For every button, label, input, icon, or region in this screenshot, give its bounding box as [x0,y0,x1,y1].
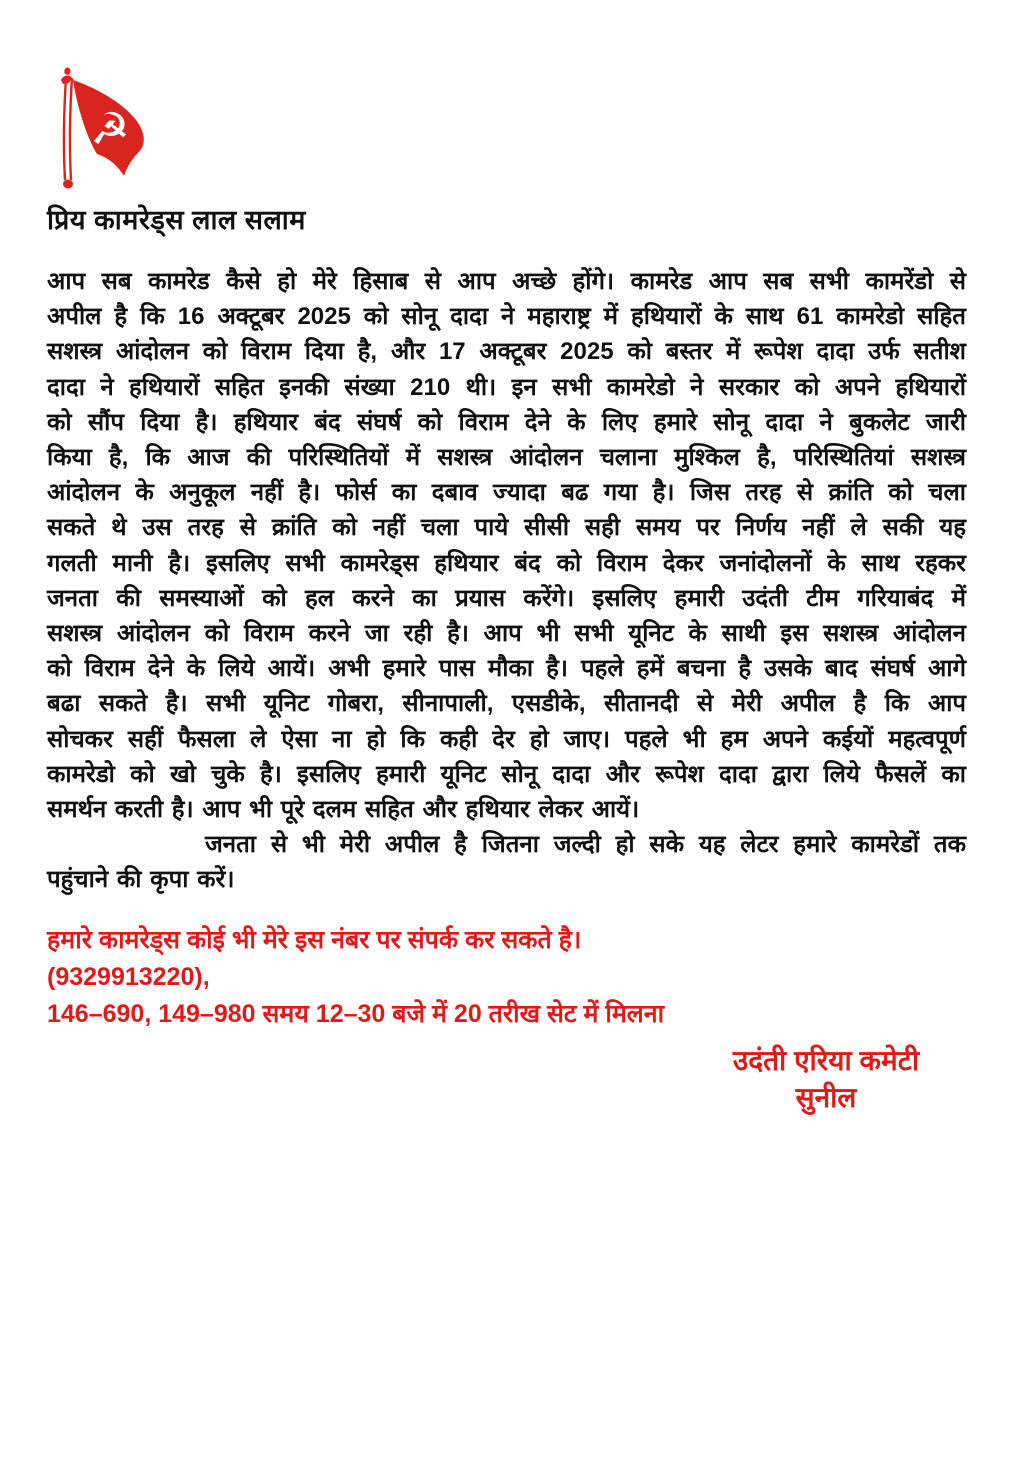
signature-name: सुनील [795,1082,857,1113]
body-line: आंदोलन के अनुकूल नहीं है। फोर्स का दबाव ज्यादा बढ गया है। जिस तरह से क्रांति को चला [47,479,966,507]
body-line: समर्थन करती है। आप भी पूरे दलम सहित और हथियार लेकर आयें। [47,796,640,824]
body-line: दादा ने हथियारों सहित इनकी संख्या 210 थी। इन सभी कामरेडो ने सरकार को अपने हथियारों [47,373,966,401]
body-line: को विराम देने के लिये आयें। अभी हमारे पास मौका है। पहले हमें बचना है उसके बाद संघर्ष आगे [47,655,966,683]
contact-line: 146–690, 149–980 समय 12–30 बजे में 20 तरीख सेट में मिलना [47,1000,665,1028]
hammer-sickle-flag-icon [48,64,166,190]
body-line: आप सब कामरेड कैसे हो मेरे हिसाब से आप अच्छे होंगे। कामरेड आप सब सभी कामरेंडो से [47,268,966,295]
body-line: पहुंचाने की कृपा करें। [47,866,235,894]
contact-lines [47,922,966,1033]
flag-svg [48,64,166,190]
body-line: सशस्त्र आंदोलन को विराम दिया है, और 17 अक्टूबर 2025 को बस्तर में रूपेश दादा उर्फ सतीश [47,338,966,366]
letter-body [47,264,966,898]
paragraph-2 [47,827,966,897]
signature-committee: उदंती एरिया कमेटी [732,1045,920,1076]
contact-line: हमारे कामरेड्स कोई भी मेरे इस नंबर पर संपर्क कर सकते है। [47,926,582,954]
salutation: प्रिय कामरेड्स लाल सलाम [47,205,306,235]
body-line: सशस्त्र आंदोलन को विराम करने जा रही है। आप भी सभी यूनिट के साथी इस सशस्त्र आंदोलन [47,620,966,648]
body-line: कामरेडो को खो चुके है। इसलिए हमारी यूनिट सोनू दादा और रूपेश दादा द्वारा लिये फैसलें का [47,760,966,788]
body-line: अपील है कि 16 अक्टूबर 2025 को सोनू दादा ने महाराष्ट्र में हथियारों के साथ 61 कामरेडो सहित [47,303,966,331]
body-line: जनता की समस्याओं को हल करने का प्रयास करेंगे। इसलिए हमारी उदंती टीम गरियाबंद में [47,584,966,612]
body-line: को सौंप दिया है। हथियार बंद संघर्ष को विराम देने के लिए हमारे सोनू दादा ने बुकलेट जारी [47,408,966,436]
body-line: जनता से भी मेरी अपील है जितना जल्दी हो सके यह लेटर हमारे कामरेडों तक [205,831,966,859]
body-line: सोचकर सहीं फैसला ले ऐसा ना हो कि कही देर हो जाए। पहले भी हम अपने कईयों महत्वपूर्ण [47,725,966,753]
signature-block [712,1042,940,1116]
body-line: सकते थे उस तरह से क्रांति को नहीं चला पाये सीसी सही समय पर निर्णय नहीं ले सकी यह [47,514,966,542]
body-line: गलती मानी है। इसलिए सभी कामरेड्स हथियार बंद को विराम देकर जनांदोलनों के साथ रहकर [47,549,966,577]
body-line: बढा सकते है। सभी यूनिट गोबरा, सीनापाली, एसडीके, सीतानदी से मेरी अपील है कि आप [47,690,966,718]
paragraph-1 [47,264,966,827]
contact-block [47,922,966,1033]
hammer-sickle-glyph: ☭ [90,104,130,155]
body-line: किया है, कि आज की परिस्थितियों में सशस्त्र आंदोलन चलाना मुश्किल है, परिस्थितियां सशस्त्र [47,444,966,472]
contact-line: (9329913220), [47,963,210,991]
